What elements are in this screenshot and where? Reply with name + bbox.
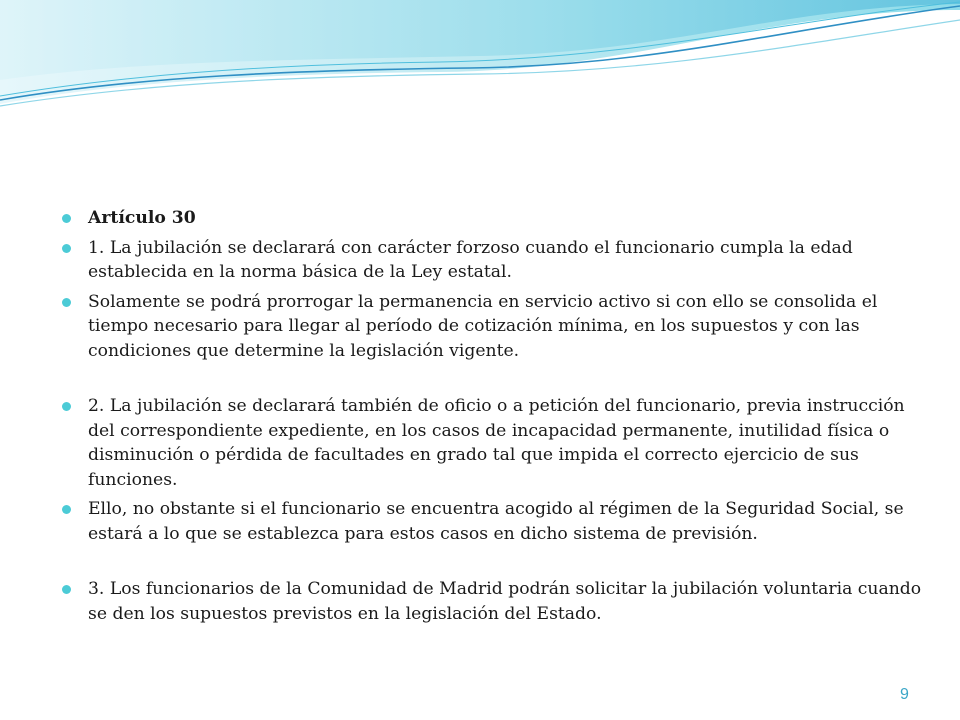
bullet-icon [62,585,71,594]
item-text: Solamente se podrá prorrogar la permanencia en servicio activo si con ello se consolida el tiempo necesario para llegar al período de cotización mínima, en los supuestos y con las condiciones que determine la legislación vigente. [88,291,878,361]
list-item [62,236,922,285]
bullet-icon [62,244,71,253]
bullet-icon [62,402,71,411]
list-item [62,290,922,364]
article-title: Artículo 30 [88,208,196,228]
bullet-icon [62,505,71,514]
slide-body [62,206,922,626]
page-number: 9 [900,686,909,703]
item-text: 3. Los funcionarios de la Comunidad de Madrid podrán solicitar la jubilación voluntaria cuando se den los supuestos previstos en la legislación del Estado. [88,579,922,624]
list-item [62,394,922,492]
header-wave-decoration [0,0,960,120]
list-item [62,497,922,546]
item-text: 2. La jubilación se declarará también de oficio o a petición del funcionario, previa instrucción del correspondiente expediente, en los casos de incapacidad permanente, inutilidad física o disminución o pérdida de facultades en grado tal que impida el correcto ejercicio de sus funciones. [88,396,905,490]
item-text: Ello, no obstante si el funcionario se encuentra acogido al régimen de la Seguridad Social, se estará a lo que se establezca para estos casos en dicho sistema de previsión. [88,499,904,544]
bullet-icon [62,214,71,223]
list-item [62,577,922,626]
list-item-article-title [62,206,922,231]
item-text: 1. La jubilación se declarará con carácter forzoso cuando el funcionario cumpla la edad establecida en la norma básica de la Ley estatal. [88,237,853,282]
bullet-icon [62,298,71,307]
